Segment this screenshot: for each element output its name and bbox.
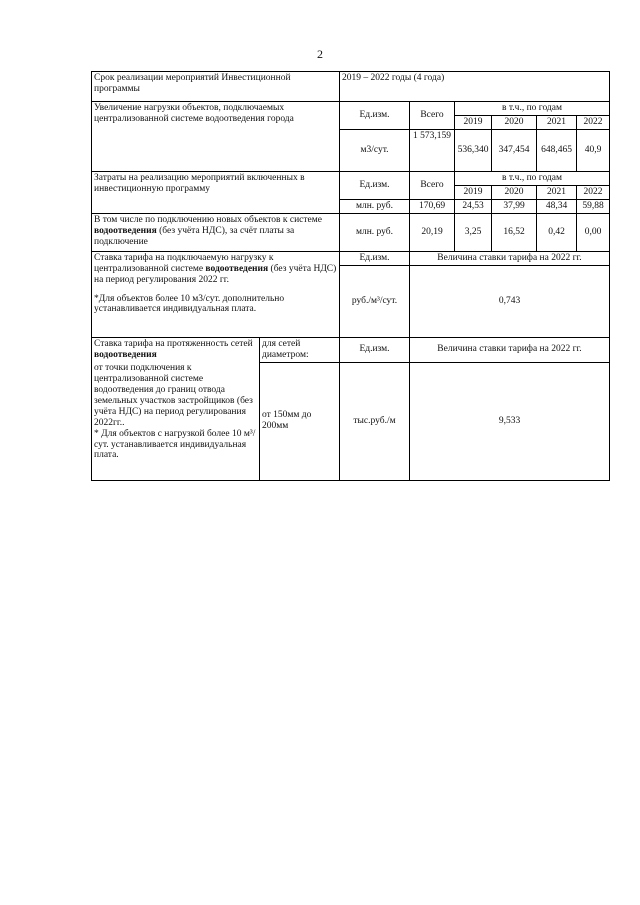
period-value: 2019 – 2022 годы (4 года): [340, 72, 610, 102]
load-rate-unit: руб./м³/сут.: [340, 265, 410, 337]
length-rate-subheader: для сетей диаметром:: [260, 337, 340, 362]
connection-fee-label: [92, 213, 340, 251]
costs-value-2020: 37,99: [492, 199, 537, 213]
connection-fee-unit: млн. руб.: [340, 213, 410, 251]
load-year-2020: 2020: [492, 116, 537, 130]
load-rate-note: *Для объектов более 10 м3/сут. дополнительно устанавливается индивидуальная плата.: [94, 293, 285, 315]
costs-value-2022: 59,88: [577, 199, 610, 213]
costs-total-header: Всего: [410, 171, 455, 199]
load-total-header: Всего: [410, 102, 455, 130]
connection-fee-2022: 0,00: [577, 213, 610, 251]
load-rate-label-bold: водоотведения: [205, 263, 269, 274]
costs-unit: млн. руб.: [340, 199, 410, 213]
load-header-row: [92, 102, 610, 116]
load-rate-unit-header: Ед.изм.: [340, 251, 410, 265]
length-rate-value: 9,533: [410, 362, 610, 480]
costs-label: Затраты на реализацию мероприятий включенных в инвестиционную программу: [92, 171, 340, 213]
investment-program-table: [91, 71, 610, 481]
length-rate-values-row: [92, 362, 610, 480]
connection-fee-total: 20,19: [410, 213, 455, 251]
load-year-2021: 2021: [537, 116, 577, 130]
period-row: [92, 72, 610, 102]
costs-year-2020: 2020: [492, 185, 537, 199]
load-total: 1 573,159: [410, 129, 455, 171]
length-rate-label-bold: водоотведения: [94, 349, 157, 360]
length-rate-label-start: Ставка тарифа на протяженность сетей: [94, 338, 253, 349]
length-rate-value-header: Величина ставки тарифа на 2022 гг.: [410, 337, 610, 362]
length-rate-unit-header: Ед.изм.: [340, 337, 410, 362]
costs-value-2019: 24,53: [455, 199, 492, 213]
costs-year-2022: 2022: [577, 185, 610, 199]
period-label: Срок реализации мероприятий Инвестиционной программы: [92, 72, 340, 102]
costs-value-2021: 48,34: [537, 199, 577, 213]
connection-fee-2021: 0,42: [537, 213, 577, 251]
length-rate-header-row: [92, 337, 610, 362]
load-rate-label-start: Ставка тарифа на подключаемую нагрузку к централизованной системе: [94, 252, 274, 274]
load-rate-label: [92, 251, 340, 337]
load-value-2020: 347,454: [492, 129, 537, 171]
length-rate-label-body: [92, 362, 260, 480]
connection-fee-2020: 16,52: [492, 213, 537, 251]
costs-year-2021: 2021: [537, 185, 577, 199]
connection-fee-label-bold: водоотведения: [94, 225, 157, 236]
length-rate-note: * Для объектов с нагрузкой более 10 м³/сут. устанавливается индивидуальная плата.: [94, 428, 256, 461]
load-value-2019: 536,340: [455, 129, 492, 171]
page-number: 2: [317, 47, 323, 61]
load-unit: м3/сут.: [340, 129, 410, 171]
load-rate-label-end: (без учёта НДС) на период регулирования 2022 гг.: [94, 263, 337, 285]
load-value-2022: 40,9: [577, 129, 610, 171]
length-rate-label-top: [92, 337, 260, 362]
connection-fee-label-start: В том числе по подключению новых объектов к системе: [94, 214, 322, 225]
load-label: Увеличение нагрузки объектов, подключаемых централизованной системе водоотведения города: [92, 102, 340, 172]
load-year-2022: 2022: [577, 116, 610, 130]
load-rate-value-header: Величина ставки тарифа на 2022 гг.: [410, 251, 610, 265]
load-year-2019: 2019: [455, 116, 492, 130]
connection-fee-row: [92, 213, 610, 251]
costs-header-row: [92, 171, 610, 185]
load-rate-value: 0,743: [410, 265, 610, 337]
costs-unit-header: Ед.изм.: [340, 171, 410, 199]
length-rate-diameter: от 150мм до 200мм: [260, 362, 340, 480]
connection-fee-2019: 3,25: [455, 213, 492, 251]
load-value-2021: 648,465: [537, 129, 577, 171]
connection-fee-label-end: (без учёта НДС), за счёт платы за подключение: [94, 225, 295, 247]
length-rate-label-end: от точки подключения к централизованной системе водоотведения до границ отвода земельных участков застройщиков (без учёта НДС) на период регулирования 2022гг..: [94, 363, 253, 428]
load-rate-header-row: [92, 251, 610, 265]
length-rate-unit: тыс.руб./м: [340, 362, 410, 480]
costs-year-2019: 2019: [455, 185, 492, 199]
costs-total: 170,69: [410, 199, 455, 213]
load-unit-header: Ед.изм.: [340, 102, 410, 130]
load-years-header: в т.ч., по годам: [455, 102, 610, 116]
costs-years-header: в т.ч., по годам: [455, 171, 610, 185]
